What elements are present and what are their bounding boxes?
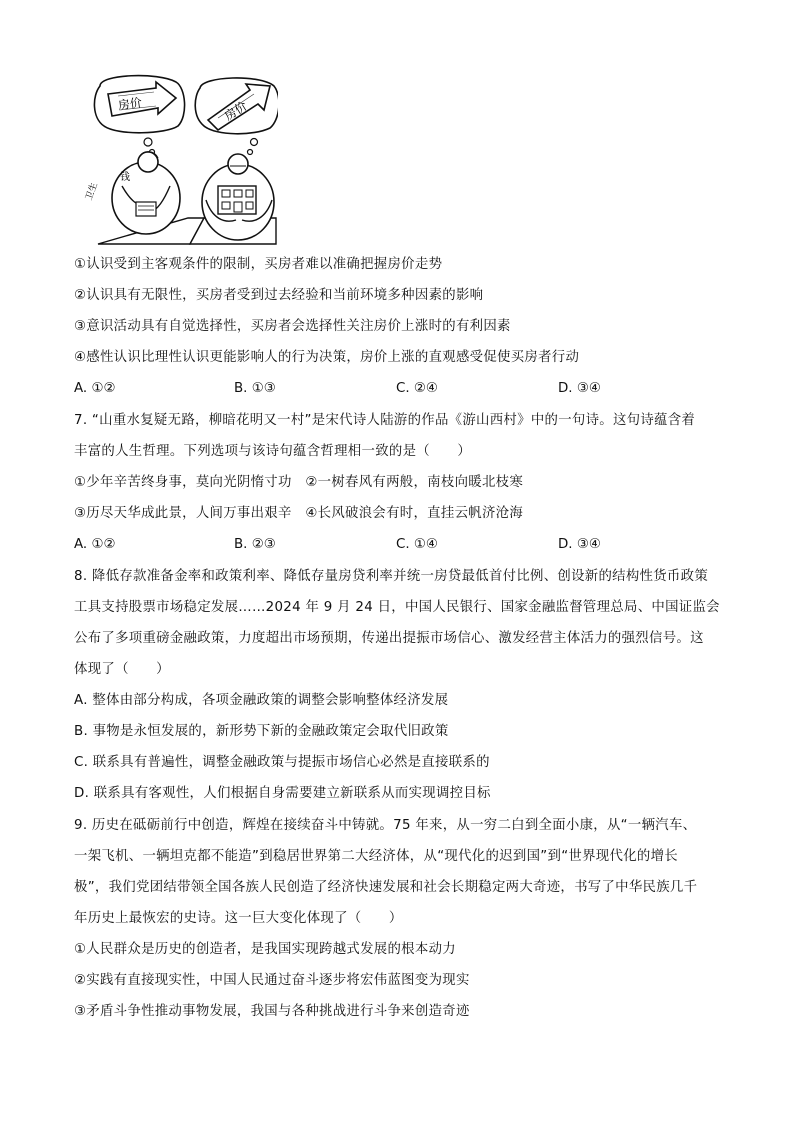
- q7-option-c[interactable]: C. ①④: [396, 537, 438, 552]
- q9-stem-line-1: 9. 历史在砥砺前行中创造，辉煌在接续奋斗中铸就。75 年来，从一穷二白到全面小康，从“一辆汽车、: [74, 818, 697, 833]
- q9-stem-line-4: 年历史上最恢宏的史诗。这一巨大变化体现了（ ）: [74, 911, 403, 926]
- q6-statement-4: ④感性认识比理性认识更能影响人的行为决策，房价上涨的直观感受促使买房者行动: [74, 350, 580, 365]
- q9-statement-1: ①人民群众是历史的创造者，是我国实现跨越式发展的根本动力: [74, 942, 456, 957]
- left-bubble-label: 房价: [117, 95, 143, 113]
- q8-stem-line-1: 8. 降低存款准备金率和政策利率、降低存量房贷利率并统一房贷最低首付比例、创设新的结构性货币政策: [74, 569, 709, 584]
- q7-option-d[interactable]: D. ③④: [558, 537, 601, 552]
- right-thought-bubble: [195, 78, 278, 155]
- q7-statements-line-1: ①少年辛苦终身事，莫向光阴惰寸功 ②一树春风有两般，南枝向暖北枝寒: [74, 475, 524, 490]
- q9-stem-line-3: 极”，我们党团结带领全国各族人民创造了经济快速发展和社会长期稳定两大奇迹，书写了中华民族几千: [74, 880, 698, 895]
- q9-statement-3: ③矛盾斗争性推动事物发展，我国与各种挑战进行斗争来创造奇迹: [74, 1004, 470, 1019]
- left-side-label: 卫生: [84, 181, 101, 202]
- q6-option-a[interactable]: A. ①②: [74, 381, 116, 396]
- q6-option-d[interactable]: D. ③④: [558, 381, 601, 396]
- q8-stem-line-4: 体现了（ ）: [74, 662, 170, 677]
- q6-statement-2: ②认识具有无限性，买房者受到过去经验和当前环境多种因素的影响: [74, 288, 484, 303]
- q8-option-c[interactable]: C. 联系具有普遍性，调整金融政策与提振市场信心必然是直接联系的: [74, 755, 490, 770]
- right-calm-person: [190, 154, 276, 244]
- q6-statement-1: ①认识受到主客观条件的限制，买房者难以准确把握房价走势: [74, 257, 443, 272]
- q7-stem-line-2: 丰富的人生哲理。下列选项与该诗句蕴含哲理相一致的是（ ）: [74, 444, 472, 459]
- q7-option-b[interactable]: B. ②③: [234, 537, 276, 552]
- q8-option-d[interactable]: D. 联系具有客观性，人们根据自身需要建立新联系从而实现调控目标: [74, 786, 491, 801]
- q6-statement-3: ③意识活动具有自觉选择性，买房者会选择性关注房价上涨时的有利因素: [74, 319, 511, 334]
- left-worried-person: [83, 152, 204, 244]
- q8-option-b[interactable]: B. 事物是永恒发展的，新形势下新的金融政策定会取代旧政策: [74, 724, 449, 739]
- q8-stem-line-2: 工具支持股票市场稳定发展……2024 年 9 月 24 日，中国人民银行、国家金融监督管理总局、中国证监会: [74, 600, 720, 615]
- q6-option-c[interactable]: C. ②④: [396, 381, 438, 396]
- q7-stem-line-1: 7. “山重水复疑无路，柳暗花明又一村”是宋代诗人陆游的作品《游山西村》中的一句诗。这句诗蕴含着: [74, 413, 696, 428]
- q8-option-a[interactable]: A. 整体由部分构成，各项金融政策的调整会影响整体经济发展: [74, 693, 449, 708]
- left-money-label: 钱: [120, 172, 130, 183]
- right-bubble-label: 房价: [221, 98, 250, 124]
- q9-statement-2: ②实践有直接现实性，中国人民通过奋斗逐步将宏伟蓝图变为现实: [74, 973, 470, 988]
- cartoon-figure: [78, 68, 278, 248]
- q7-statements-line-2: ③历尽天华成此景，人间万事出艰辛 ④长风破浪会有时，直挂云帆济沧海: [74, 506, 524, 521]
- q9-stem-line-2: 一架飞机、一辆坦克都不能造”到稳居世界第二大经济体，从“现代化的迟到国”到“世界现代化的增长: [74, 849, 678, 864]
- q7-option-a[interactable]: A. ①②: [74, 537, 116, 552]
- q6-option-b[interactable]: B. ①③: [234, 381, 276, 396]
- left-thought-bubble: [94, 76, 184, 155]
- q8-stem-line-3: 公布了多项重磅金融政策，力度超出市场预期，传递出提振市场信心、激发经营主体活力的强烈信号。这: [74, 631, 704, 646]
